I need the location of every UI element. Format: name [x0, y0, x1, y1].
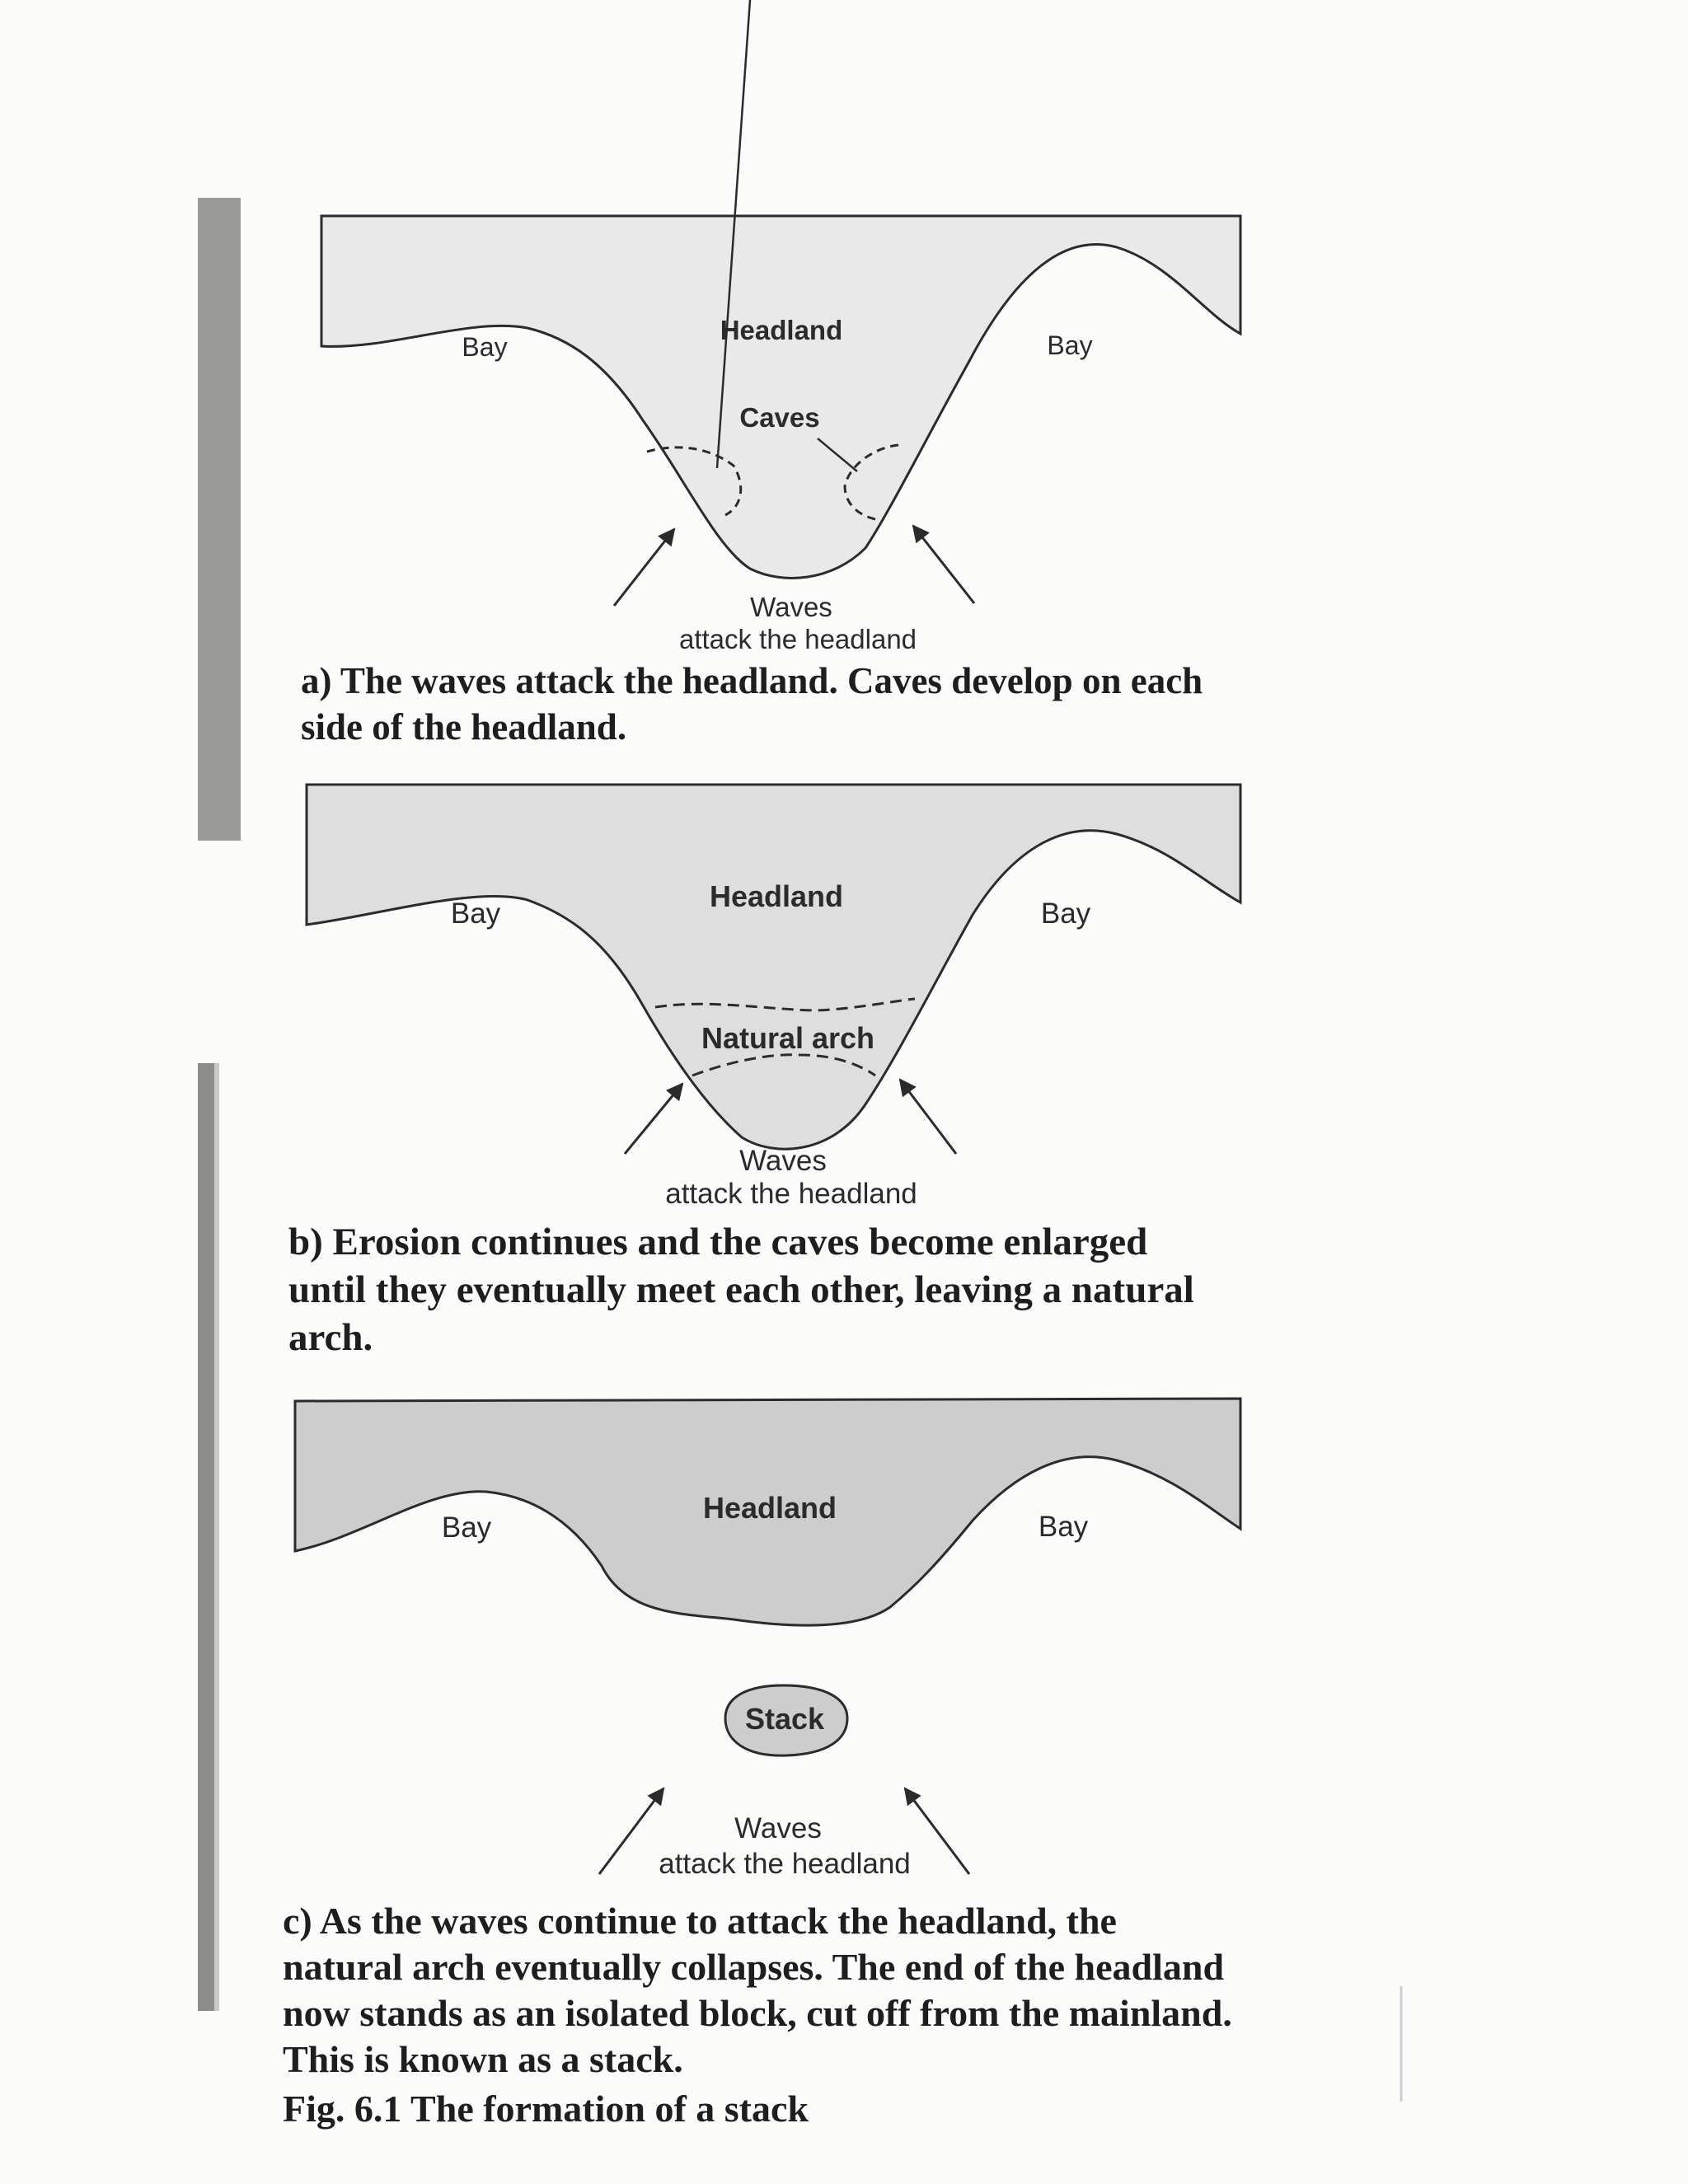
panel-b-diagram	[307, 785, 1240, 1210]
panel-b-caption: b) Erosion continues and the caves become enlarged until they eventually meet each other, leaving a natural arch.	[288, 1221, 1194, 1359]
wave-arrow-left	[625, 1084, 682, 1154]
panel-b-land	[307, 785, 1240, 1149]
panel-c-bay-right: Bay	[1038, 1511, 1089, 1543]
panel-c-stack: Stack	[744, 1702, 825, 1736]
figure-caption-fragment: Fig. 6.1 The formation of a stack	[283, 2088, 809, 2130]
panel-a-bay-left: Bay	[462, 332, 508, 362]
panel-c-waves: Waves	[734, 1812, 822, 1844]
binding-edge-top	[198, 198, 241, 841]
panel-a-waves-sub: attack the headland	[678, 624, 917, 654]
binding-edge-strip	[214, 1063, 219, 2011]
panel-c-waves-sub: attack the headland	[659, 1848, 911, 1880]
panel-a-caves: Caves	[739, 402, 820, 433]
panel-a-land	[321, 216, 1240, 578]
wave-arrow-left	[599, 1788, 663, 1874]
panel-b-headland: Headland	[709, 879, 844, 913]
panel-a-caption: a) The waves attack the headland. Caves develop on each side of the headland.	[301, 660, 1203, 748]
panel-b-bay-right: Bay	[1040, 898, 1091, 930]
wave-arrow-right	[900, 1080, 956, 1154]
panel-b-waves: Waves	[739, 1145, 827, 1177]
panel-c-headland: Headland	[702, 1491, 837, 1525]
panel-c-caption: c) As the waves continue to attack the headland, the natural arch eventually collapses. The end of the headland now stands as an isolated block, cut off from the mainland. This is known as a stack.	[283, 1900, 1232, 2080]
panel-c-bay-left: Bay	[441, 1511, 492, 1544]
panel-a-waves: Waves	[750, 592, 832, 622]
panel-b-bay-left: Bay	[450, 898, 501, 930]
binding-edge-bottom	[198, 1063, 214, 2011]
wave-arrow-right	[913, 526, 974, 603]
panel-b-natural-arch: Natural arch	[701, 1021, 875, 1055]
panel-b-waves-sub: attack the headland	[665, 1178, 917, 1210]
wave-arrow-right	[905, 1788, 969, 1874]
panel-a-bay-right: Bay	[1047, 330, 1093, 360]
wave-arrow-left	[614, 529, 674, 606]
figure-caption-clip	[283, 2088, 1239, 2130]
panel-c-diagram	[295, 1399, 1240, 1880]
panel-a-headland: Headland	[720, 315, 843, 345]
panel-a-diagram	[321, 0, 1240, 654]
